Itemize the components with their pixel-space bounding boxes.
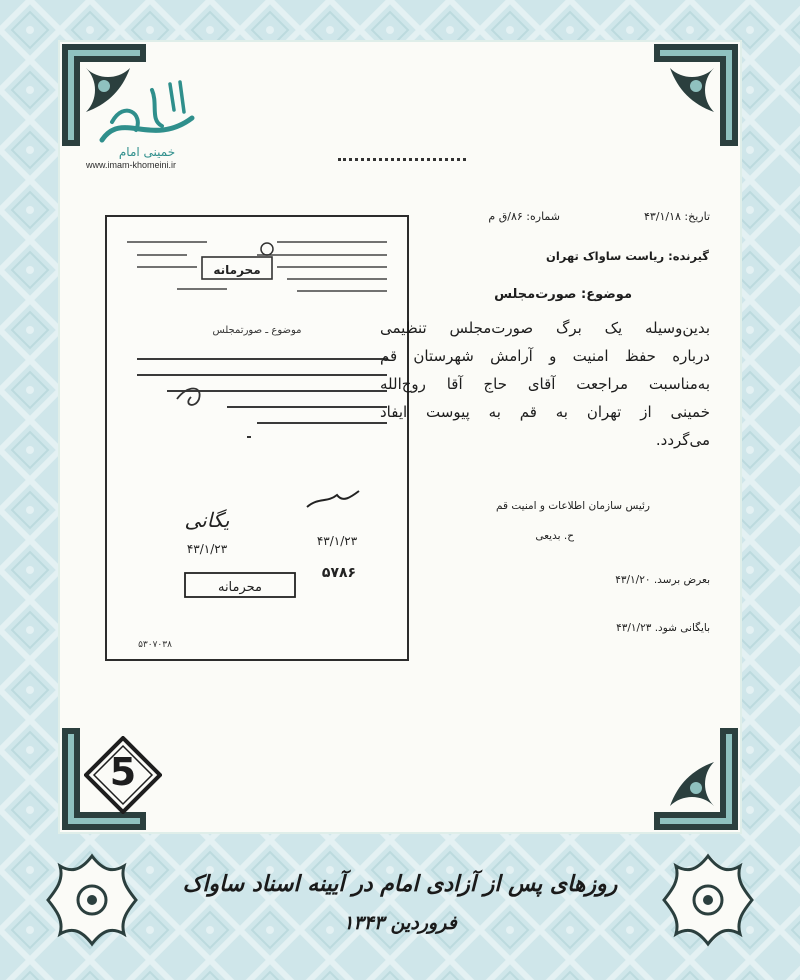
scan-bottom-stamp: محرمانه: [217, 580, 263, 595]
scan-stamp: محرمانه: [213, 263, 261, 277]
signature-name: ح. بدیعی: [535, 530, 574, 542]
scan-subject: موضوع ـ صورتمجلس: [212, 325, 302, 336]
scan-handwritten-number: ۵۷۸۶: [321, 565, 357, 581]
corner-ornament-top-right: [650, 40, 742, 150]
signature-title: رئیس سازمان اطلاعات و امنیت قم: [496, 500, 650, 512]
number-label: شماره:: [526, 210, 560, 223]
recipient: گیرنده: ریاست ساواک تهران: [546, 249, 709, 263]
scan-handwritten-note: یگانی: [184, 508, 230, 532]
scan-bottom-code: ۵۳۰۷۰۳۸: [138, 640, 172, 650]
number-value: ۸۶/ق م: [488, 210, 523, 223]
number-row: [488, 210, 560, 223]
footer-ornament-left: [44, 852, 140, 948]
header-dotted-line: [338, 158, 466, 165]
document-body: [380, 314, 710, 454]
date-value: ۴۳/۱/۱۸: [643, 210, 681, 223]
date-label: تاریخ:: [684, 210, 710, 223]
date-row: [644, 210, 710, 223]
site-url[interactable]: www.imam-khomeini.ir: [86, 160, 177, 170]
body-line: خمینی از تهران به قم به پیوست ایفاد: [380, 403, 710, 421]
logo-text: خمینی امام: [118, 145, 176, 159]
footer-title: روزهای پس از آزادی امام در آیینه اسناد ساواک: [182, 872, 618, 897]
subject: موضوع: صورت‌مجلس: [494, 287, 632, 302]
corner-ornament-bottom-right: [650, 724, 742, 834]
body-line: بدین‌وسیله یک برگ صورت‌مجلس تنظیمی: [380, 319, 710, 337]
scanned-original-document: [105, 215, 409, 661]
footer-ornament-right: [660, 852, 756, 948]
note-submit: بعرض برسد. ۴۳/۱/۲۰: [615, 574, 710, 586]
document-number-badge: [84, 736, 162, 814]
scan-handwritten-date-left: ۴۳/۱/۲۳: [186, 542, 228, 556]
badge-number: 5: [109, 750, 137, 794]
footer-subtitle: فروردین ۱۳۴۳: [343, 912, 457, 934]
note-archive: بایگانی شود. ۴۳/۱/۲۳: [616, 622, 710, 634]
scan-handwritten-date-right: ۴۳/۱/۲۳: [316, 534, 358, 548]
body-line: درباره حفظ امنیت و آرامش شهرستان قم: [380, 347, 710, 365]
body-line: می‌گردد.: [655, 431, 710, 449]
body-line: به‌مناسبت مراجعت آقای حاج آقا روح‌الله: [380, 375, 710, 393]
imam-khomeini-logo: [92, 70, 202, 160]
